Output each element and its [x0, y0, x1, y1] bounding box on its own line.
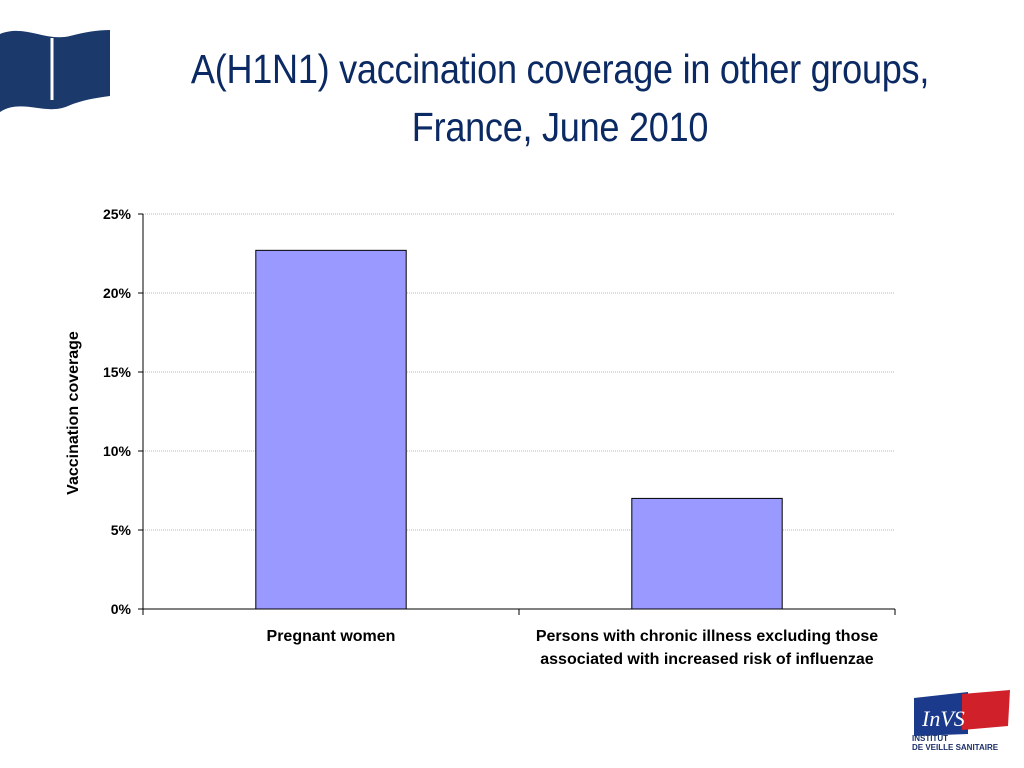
y-tick-label: 5% — [110, 522, 131, 538]
slide-title-line2: France, June 2010 — [411, 104, 709, 150]
logo-caption — [912, 734, 998, 752]
x-tick-label-pregnant-women: Pregnant women — [266, 628, 396, 645]
logo-caption-line2: DE VEILLE SANITAIRE — [912, 743, 999, 752]
y-tick-label: 0% — [110, 601, 131, 617]
y-tick-label: 25% — [102, 206, 131, 222]
y-tick-label: 15% — [102, 364, 131, 380]
y-axis-label: Vaccination coverage — [65, 331, 82, 495]
y-tick-label: 20% — [102, 285, 131, 301]
bar — [632, 498, 782, 609]
logo-caption-line1: INSTITUT — [912, 734, 948, 743]
x-tick-label-chronic-illness: Persons with chronic illness excluding those associated with increased risk of influenzae — [535, 628, 879, 668]
slide-title-line1: A(H1N1) vaccination coverage in other groups, — [190, 46, 930, 92]
bar — [256, 250, 406, 609]
logo-text: InVS — [922, 706, 965, 731]
y-tick-label: 10% — [102, 443, 131, 459]
